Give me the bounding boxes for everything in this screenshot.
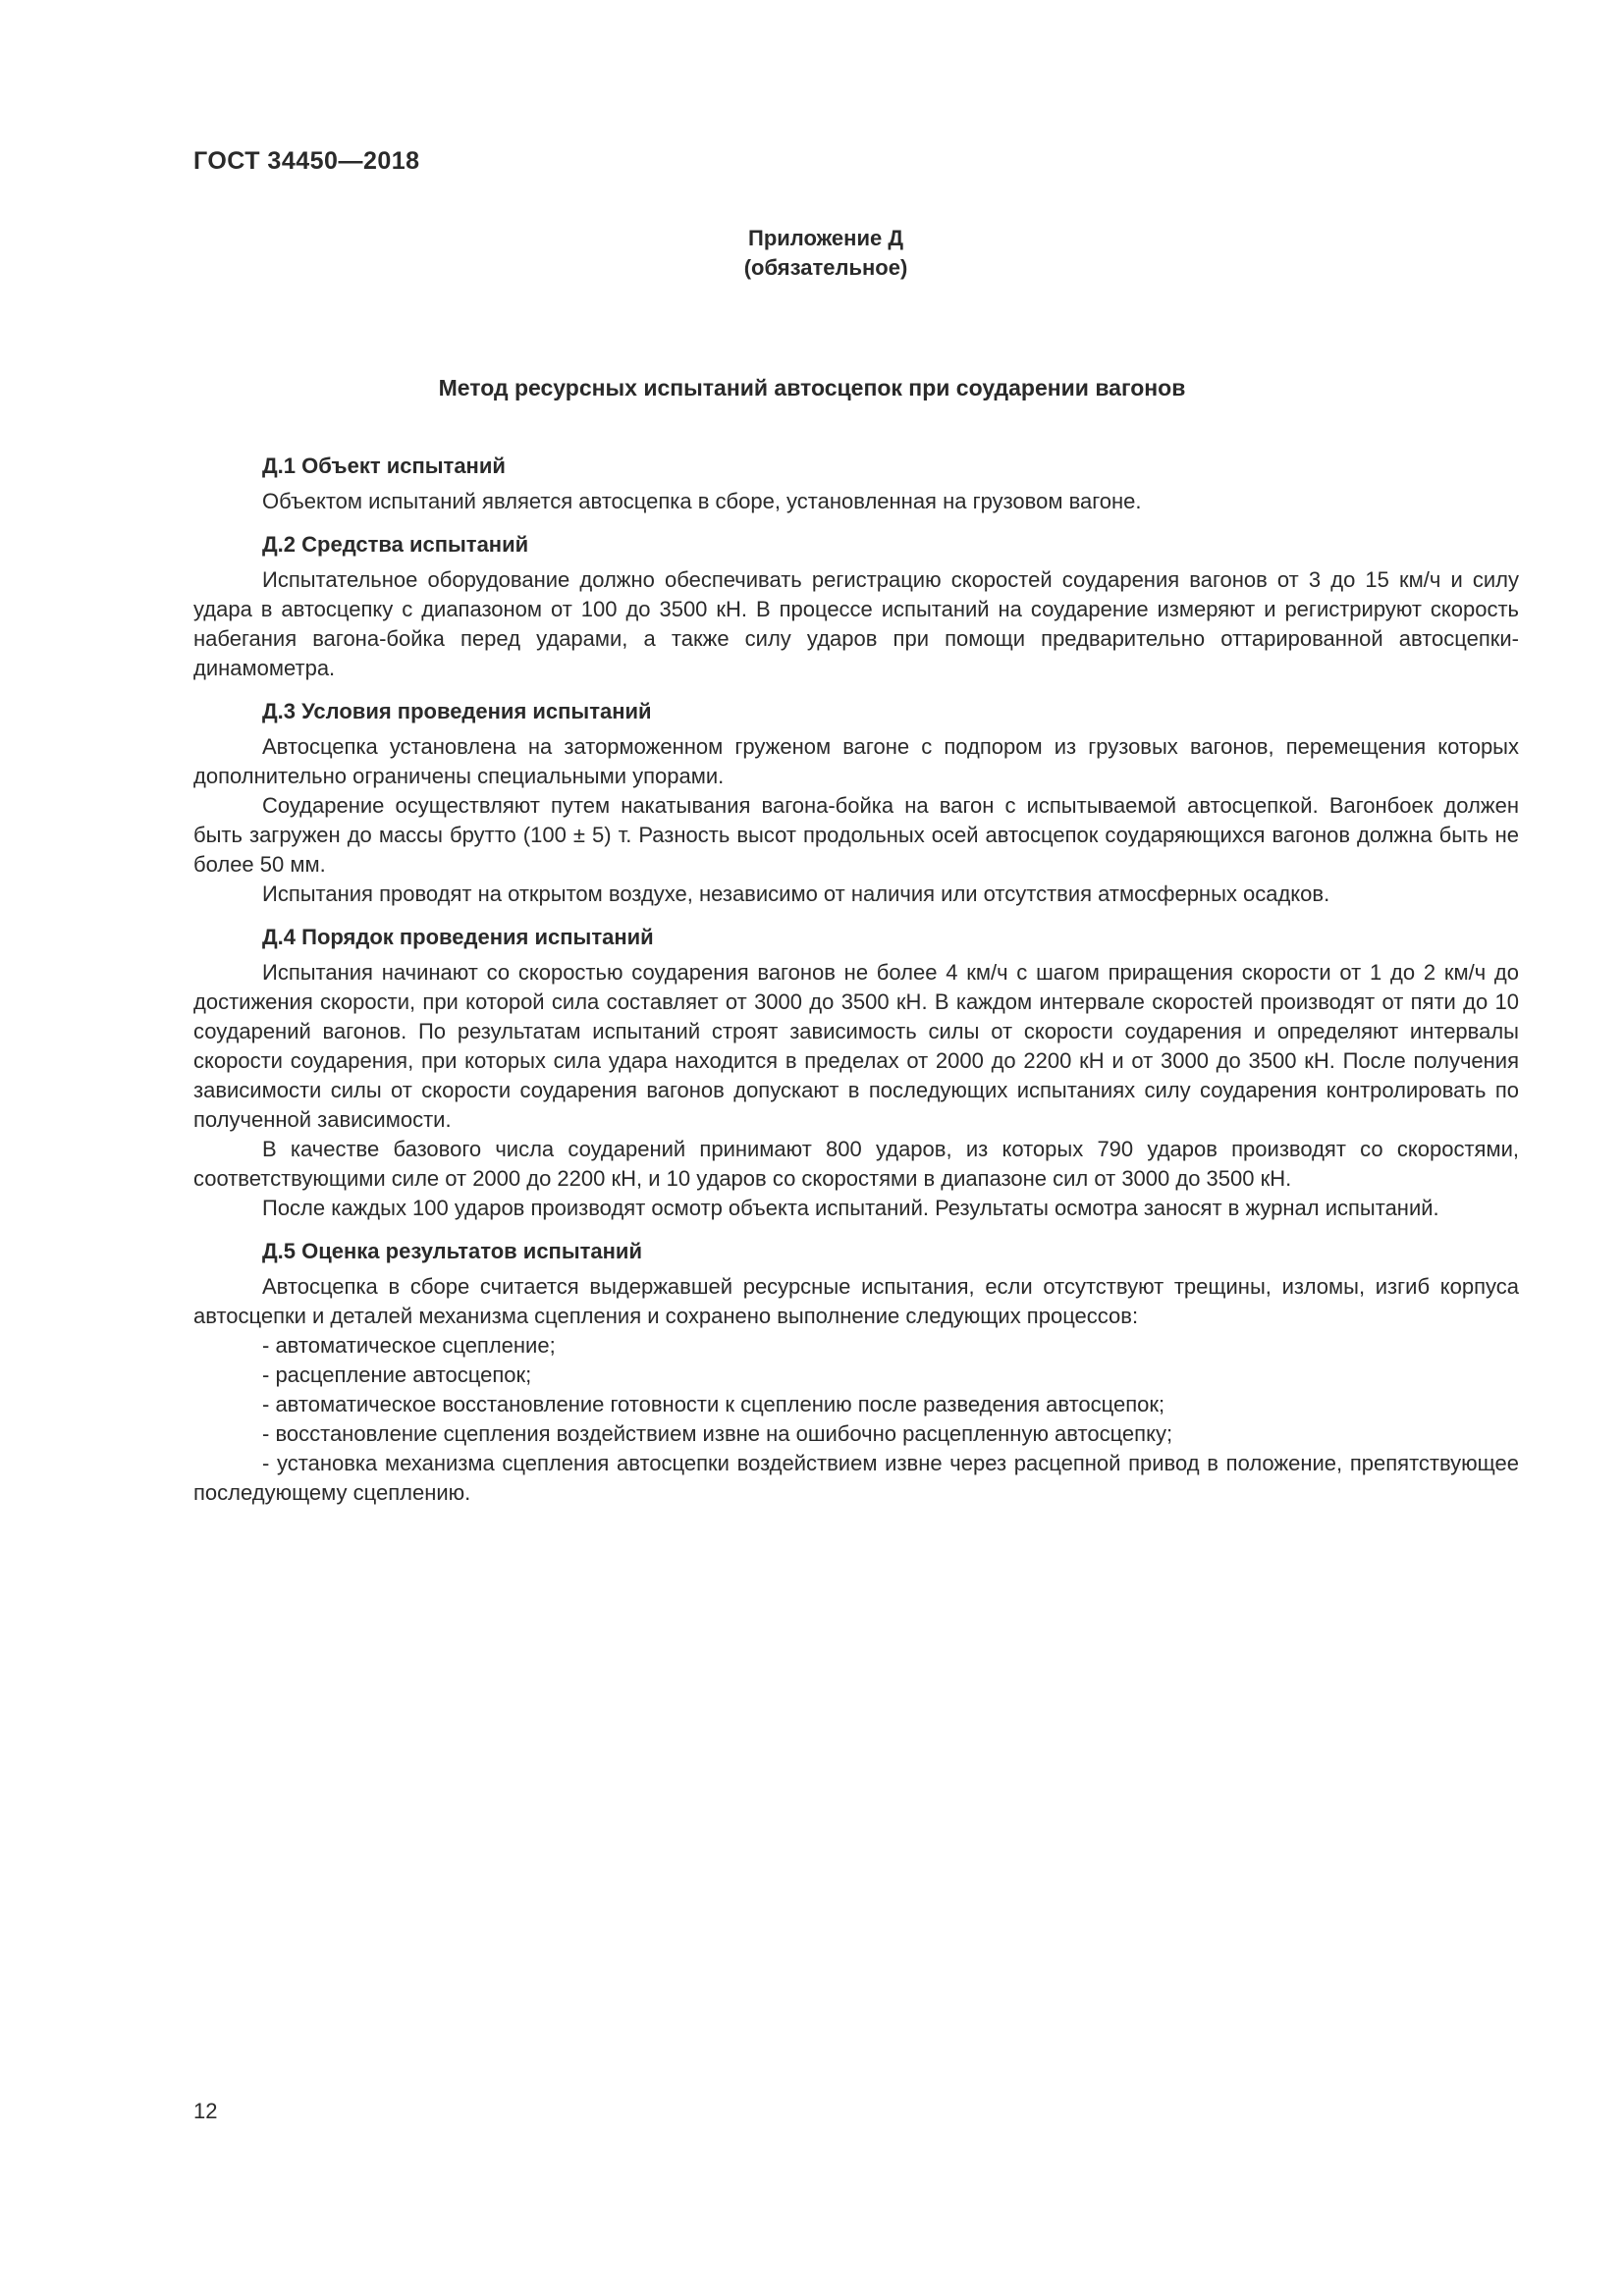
list-item: - автоматическое восстановление готовности к сцеплению после разведения автосцепок; <box>262 1392 1165 1416</box>
appendix-heading <box>0 224 1624 283</box>
list-item: - автоматическое сцепление; <box>262 1333 556 1358</box>
standard-code: ГОСТ 34450—2018 <box>193 147 420 175</box>
appendix-status: (обязательное) <box>743 255 908 280</box>
page-number: 12 <box>193 2099 218 2123</box>
section-heading-d5: Д.5 Оценка результатов испытаний <box>262 1239 642 1263</box>
paragraph: Испытания проводят на открытом воздухе, независимо от наличия или отсутствия атмосферных осадков. <box>262 881 1330 906</box>
paragraph: Соударение осуществляют путем накатывания вагона-бойка на вагон с испытываемой автосцепкой. Вагонбоек должен быть загружен до массы брутто (100 ± 5) т. Разность высот продольных осей автосцепок соударяющихся вагонов должна быть не более 50 мм. <box>193 793 1519 877</box>
paragraph: Автосцепка в сборе считается выдержавшей ресурсные испытания, если отсутствуют трещины, изломы, изгиб корпуса автосцепки и деталей механизма сцепления и сохранено выполнение следующих процессов: <box>193 1274 1519 1328</box>
paragraph: Испытания начинают со скоростью соударения вагонов не более 4 км/ч с шагом приращения скорости от 1 до 2 км/ч до достижения скорости, при которой сила составляет от 3000 до 3500 кН. В каждом интервале скоростей производят от пяти до 10 соударений вагонов. По результатам испытаний строят зависимость силы от скорости соударения и определяют интервалы скорости соударения, при которых сила удара находится в пределах от 2000 до 2200 кН и от 3000 до 3500 кН. После получения зависимости силы от скорости соударения вагонов допускают в последующих испытаниях силу соударения контролировать по полученной зависимости. <box>193 960 1519 1132</box>
appendix-title: Приложение Д <box>748 226 903 250</box>
section-heading-d1: Д.1 Объект испытаний <box>262 454 506 478</box>
paragraph: Автосцепка установлена на заторможенном груженом вагоне с подпором из грузовых вагонов, перемещения которых дополнительно ограничены специальными упорами. <box>193 734 1519 788</box>
paragraph: После каждых 100 ударов производят осмотр объекта испытаний. Результаты осмотра заносят в журнал испытаний. <box>262 1196 1439 1220</box>
section-heading-d2: Д.2 Средства испытаний <box>262 532 529 557</box>
paragraph: В качестве базового числа соударений принимают 800 ударов, из которых 790 ударов производят со скоростями, соответствующими силе от 2000 до 2200 кН, и 10 ударов со скоростями в диапазоне сил от 3000 до 3500 кН. <box>193 1137 1519 1191</box>
list-item: - установка механизма сцепления автосцепки воздействием извне через расцепной привод в положение, препятствующее последующему сцеплению. <box>193 1451 1519 1505</box>
list-item: - восстановление сцепления воздействием извне на ошибочно расцепленную автосцепку; <box>262 1421 1173 1446</box>
paragraph: Испытательное оборудование должно обеспечивать регистрацию скоростей соударения вагонов от 3 до 15 км/ч и силу удара в автосцепку с диапазоном от 100 до 3500 кН. В процессе испытаний на соударение измеряют и регистрируют скорость набегания вагона-бойка перед ударами, а также силу ударов при помощи предварительно оттарированной автосцепки-динамометра. <box>193 567 1519 680</box>
section-heading-d4: Д.4 Порядок проведения испытаний <box>262 925 654 949</box>
document-body <box>193 452 1519 1508</box>
document-title: Метод ресурсных испытаний автосцепок при соударении вагонов <box>438 375 1186 400</box>
list-item: - расцепление автосцепок; <box>262 1362 532 1387</box>
paragraph: Объектом испытаний является автосцепка в сборе, установленная на грузовом вагоне. <box>262 489 1142 513</box>
section-heading-d3: Д.3 Условия проведения испытаний <box>262 699 652 723</box>
